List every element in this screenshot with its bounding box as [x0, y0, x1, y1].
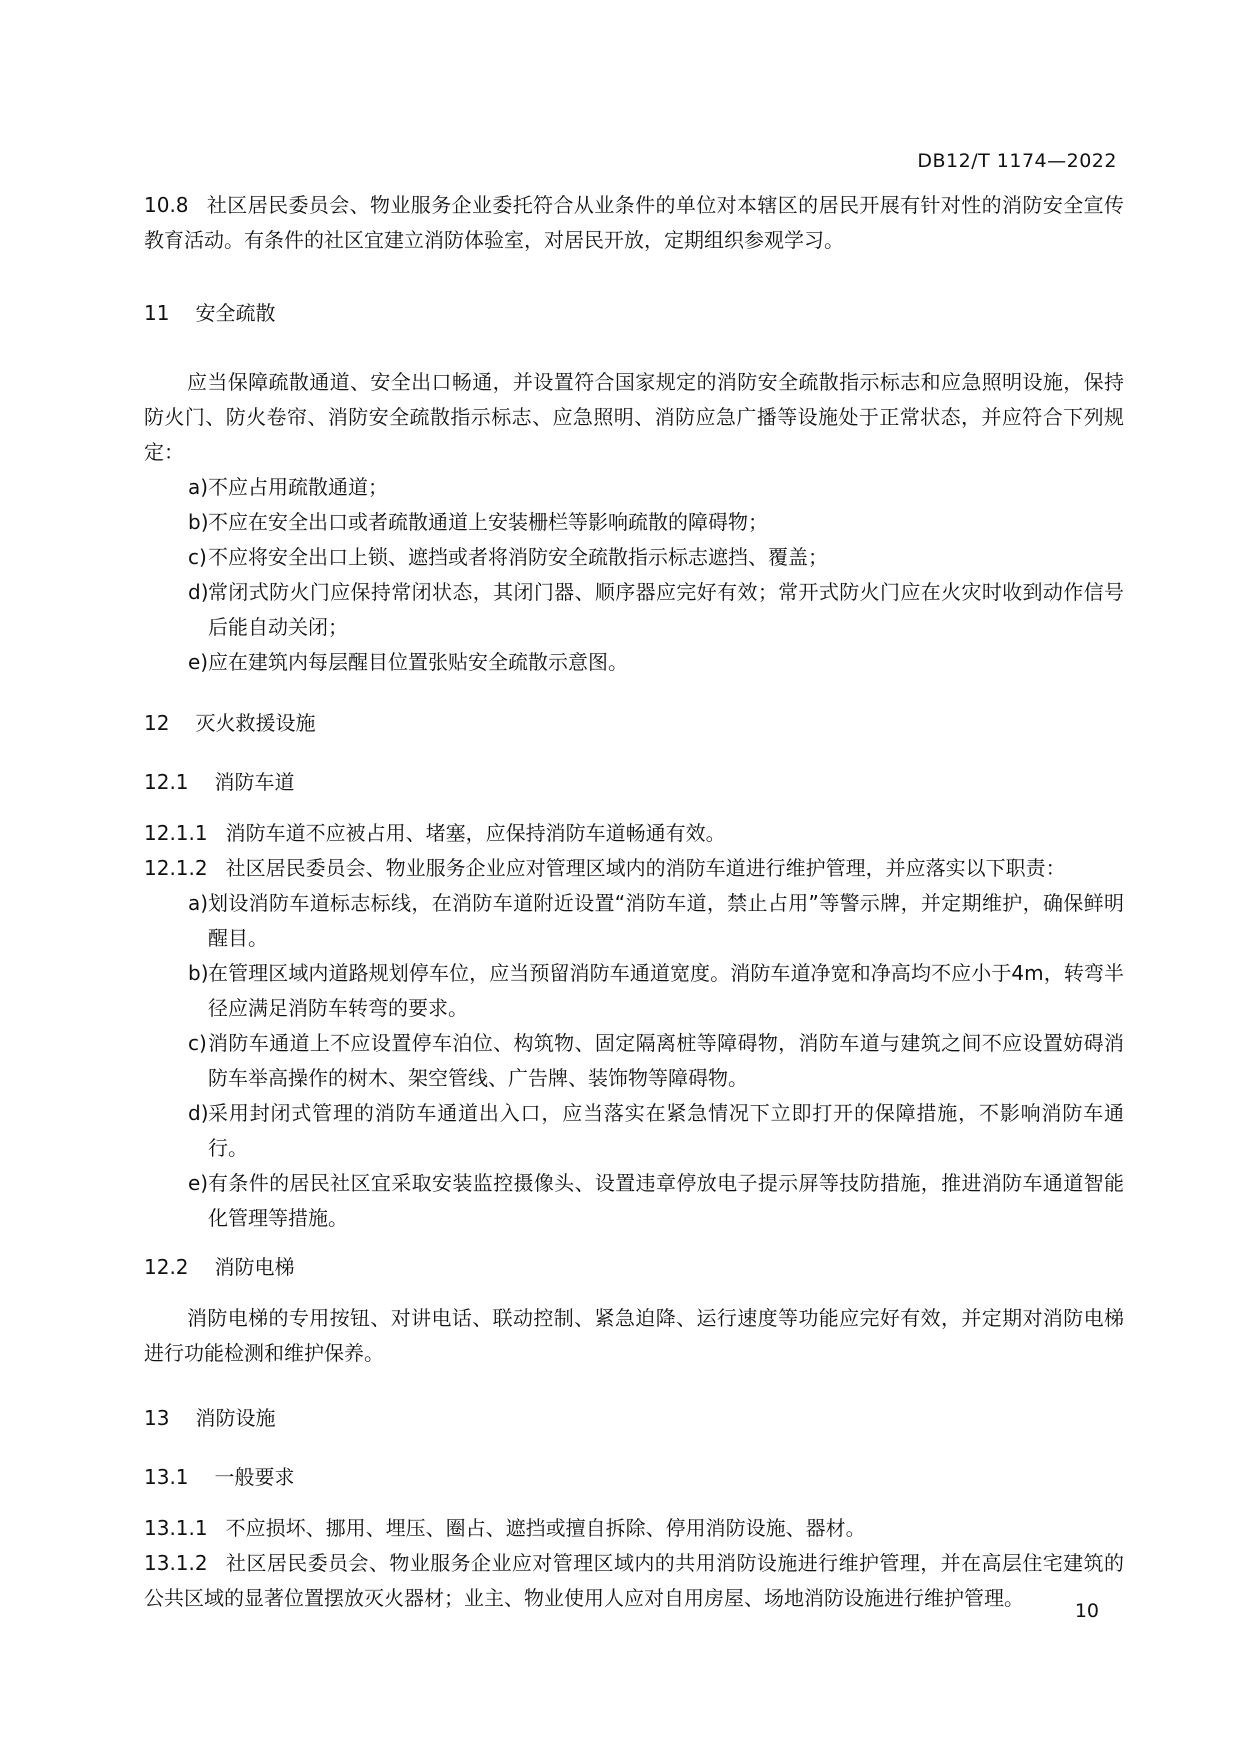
list-item — [144, 1096, 1124, 1166]
clause-number: 12.1.2 — [144, 856, 208, 880]
section-11-list — [144, 470, 1124, 680]
list-item-text: 采用封闭式管理的消防车通道出入口，应当落实在紧急情况下立即打开的保障措施，不影响消防车通行。 — [208, 1101, 1124, 1160]
list-marker: d) — [188, 1101, 209, 1125]
list-marker: c) — [188, 1031, 207, 1055]
section-number: 11 — [144, 301, 170, 325]
list-item — [144, 1026, 1124, 1096]
list-item — [144, 470, 1124, 505]
list-item — [144, 645, 1124, 680]
clause-number: 12.1.1 — [144, 821, 208, 845]
section-11-heading — [144, 296, 1124, 331]
clause-13-1-1 — [144, 1511, 1124, 1546]
list-item — [144, 575, 1124, 645]
clause-number: 10.8 — [144, 193, 189, 217]
list-item-text: 不应将安全出口上锁、遮挡或者将消防安全疏散指示标志遮挡、覆盖； — [208, 545, 828, 569]
list-item — [144, 505, 1124, 540]
list-marker: b) — [188, 510, 209, 534]
list-item-text: 应在建筑内每层醒目位置张贴安全疏散示意图。 — [208, 650, 628, 674]
list-marker: e) — [188, 1171, 209, 1195]
section-title: 消防车道 — [214, 770, 295, 794]
clause-12-1-1 — [144, 816, 1124, 851]
list-marker: e) — [188, 650, 209, 674]
clause-number: 13.1.1 — [144, 1516, 208, 1540]
list-item — [144, 540, 1124, 575]
section-number: 13 — [144, 1406, 170, 1430]
list-item-text: 有条件的居民社区宜采取安装监控摄像头、设置违章停放电子提示屏等技防措施，推进消防车通道智能化管理等措施。 — [208, 1171, 1124, 1230]
standard-code: DB12/T 1174—2022 — [917, 150, 1117, 172]
list-item — [144, 956, 1124, 1026]
section-number: 12 — [144, 711, 170, 735]
section-11-intro: 应当保障疏散通道、安全出口畅通，并设置符合国家规定的消防安全疏散指示标志和应急照明设施，保持防火门、防火卷帘、消防安全疏散指示标志、应急照明、消防应急广播等设施处于正常状态，并应符合下列规定： — [144, 370, 1124, 464]
section-number: 13.1 — [144, 1465, 189, 1489]
list-item-text: 不应占用疏散通道； — [208, 475, 388, 499]
section-title: 消防设施 — [195, 1406, 276, 1430]
clause-number: 13.1.2 — [144, 1551, 208, 1575]
list-item-text: 消防车通道上不应设置停车泊位、构筑物、固定隔离桩等障碍物，消防车道与建筑之间不应设置妨碍消防车举高操作的树木、架空管线、广告牌、装饰物等障碍物。 — [208, 1031, 1124, 1090]
section-number: 12.2 — [144, 1255, 189, 1279]
section-12-heading — [144, 706, 1124, 741]
list-item-text: 不应在安全出口或者疏散通道上安装栅栏等影响疏散的障碍物； — [208, 510, 768, 534]
list-item-text: 划设消防车道标志标线，在消防车道附近设置“消防车道，禁止占用”等警示牌，并定期维护，确保鲜明醒目。 — [208, 891, 1124, 950]
list-item-text: 常闭式防火门应保持常闭状态，其闭门器、顺序器应完好有效；常开式防火门应在火灾时收到动作信号后能自动关闭； — [208, 580, 1124, 639]
clause-text: 社区居民委员会、物业服务企业应对管理区域内的消防车道进行维护管理，并应落实以下职责： — [225, 856, 1066, 880]
list-marker: b) — [188, 961, 209, 985]
list-marker: d) — [188, 580, 209, 604]
page-number: 10 — [1074, 1600, 1099, 1622]
list-marker: a) — [188, 891, 209, 915]
section-12-2-text: 消防电梯的专用按钮、对讲电话、联动控制、紧急迫降、运行速度等功能应完好有效，并定期对消防电梯进行功能检测和维护保养。 — [144, 1306, 1124, 1365]
page-content — [144, 188, 1124, 1616]
list-marker: a) — [188, 475, 209, 499]
list-item-text: 在管理区域内道路规划停车位，应当预留消防车通道宽度。消防车道净宽和净高均不应小于4m，转弯半径应满足消防车转弯的要求。 — [208, 961, 1124, 1020]
clause-text: 社区居民委员会、物业服务企业应对管理区域内的共用消防设施进行维护管理，并在高层住宅建筑的公共区域的显著位置摆放灭火器材；业主、物业使用人应对自用房屋、场地消防设施进行维护管理。 — [144, 1551, 1124, 1610]
clause-text: 不应损坏、挪用、埋压、圈占、遮挡或擅自拆除、停用消防设施、器材。 — [225, 1516, 866, 1540]
list-marker: c) — [188, 545, 207, 569]
section-12-1-heading — [144, 765, 1124, 800]
section-title: 灭火救援设施 — [195, 711, 316, 735]
clause-13-1-2 — [144, 1546, 1124, 1616]
clause-10-8 — [144, 188, 1124, 258]
clause-12-1-2-list — [144, 886, 1124, 1236]
section-title: 消防电梯 — [214, 1255, 295, 1279]
section-13-heading — [144, 1401, 1124, 1436]
list-item — [144, 886, 1124, 956]
section-number: 12.1 — [144, 770, 189, 794]
section-title: 一般要求 — [214, 1465, 295, 1489]
section-12-2-heading — [144, 1250, 1124, 1285]
section-title: 安全疏散 — [195, 301, 276, 325]
clause-text: 消防车道不应被占用、堵塞，应保持消防车道畅通有效。 — [225, 821, 726, 845]
clause-12-1-2 — [144, 851, 1124, 886]
clause-text: 社区居民委员会、物业服务企业委托符合从业条件的单位对本辖区的居民开展有针对性的消防安全宣传教育活动。有条件的社区宜建立消防体验室，对居民开放，定期组织参观学习。 — [144, 193, 1124, 252]
list-item — [144, 1166, 1124, 1236]
section-13-1-heading — [144, 1460, 1124, 1495]
